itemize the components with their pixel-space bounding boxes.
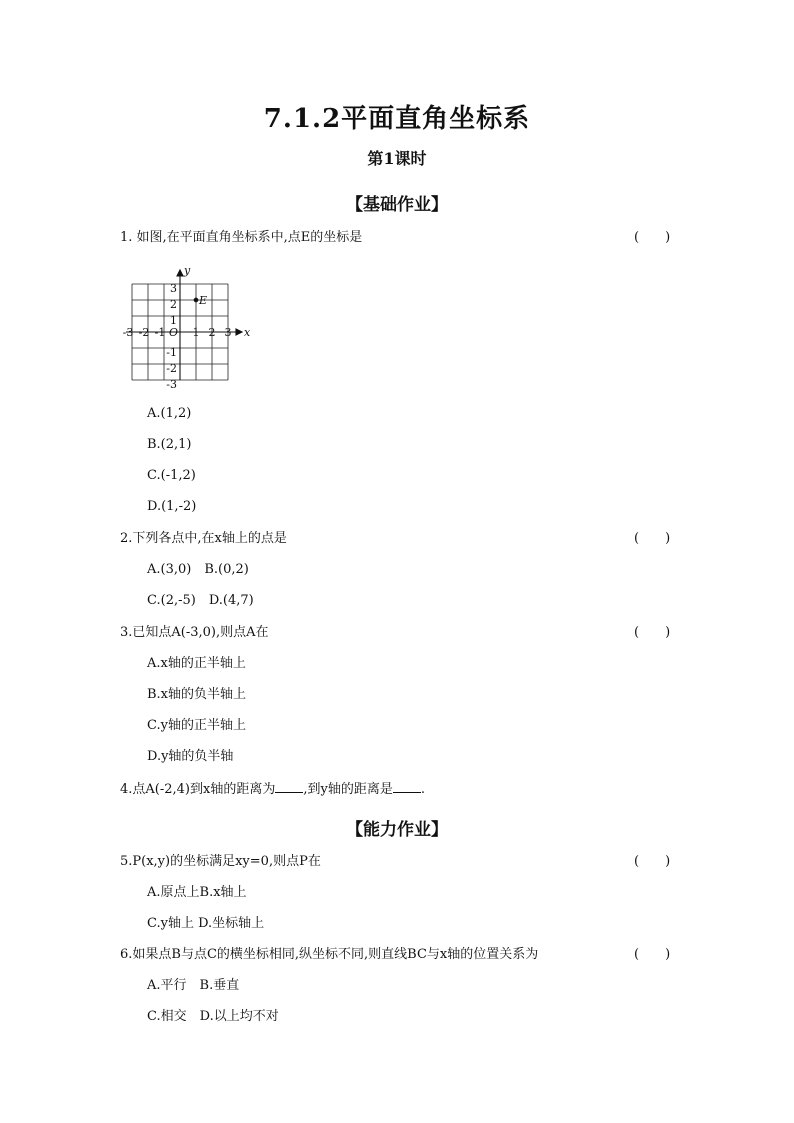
y-axis-arrow: [177, 270, 183, 276]
q4-text-part2: ,到y轴的距离是: [303, 782, 393, 797]
q4-text-part1: 4.点A(-2,4)到x轴的距离为: [120, 782, 276, 797]
q6-options-row1: A.平行 B.垂直: [147, 978, 240, 993]
q3-stem: 3.已知点A(-3,0),则点A在: [120, 625, 269, 640]
q3-option-a: A.x轴的正半轴上: [147, 656, 246, 671]
q4-stem: [120, 780, 425, 799]
q2-stem: 2.下列各点中,在x轴上的点是: [120, 531, 287, 546]
x-tick-label: -2: [138, 326, 150, 339]
q2-answer-paren: ( ): [634, 531, 671, 546]
x-axis-label: x: [244, 326, 251, 339]
q5-options-row2: C.y轴上 D.坐标轴上: [147, 916, 265, 931]
y-tick-label: 2: [170, 298, 177, 311]
q1-option-a: A.(1,2): [147, 406, 192, 421]
q2-options-row1: A.(3,0) B.(0,2): [147, 562, 249, 577]
q3-option-d: D.y轴的负半轴: [147, 749, 234, 764]
q5-options-row1: A.原点上B.x轴上: [147, 885, 247, 900]
q6-stem: 6.如果点B与点C的横坐标相同,纵坐标不同,则直线BC与x轴的位置关系为: [120, 947, 539, 962]
q3-option-b: B.x轴的负半轴上: [147, 687, 247, 702]
point-e-label: E: [199, 294, 208, 307]
q1-option-b: B.(2,1): [147, 437, 192, 452]
y-tick-label: -1: [166, 346, 177, 359]
q4-blank-2[interactable]: [393, 780, 421, 793]
x-tick-label: -3: [122, 326, 134, 339]
q3-answer-paren: ( ): [634, 625, 671, 640]
x-axis-arrow: [236, 329, 242, 335]
section-basic-heading: 【基础作业】: [346, 195, 448, 215]
q1-coordinate-figure: [118, 262, 251, 391]
x-tick-label: 3: [224, 326, 232, 339]
section-ability-heading: 【能力作业】: [346, 820, 448, 840]
q2-options-row2: C.(2,-5) D.(4,7): [147, 593, 254, 608]
q4-blank-1[interactable]: [275, 780, 303, 793]
origin-label: O: [168, 326, 178, 339]
point-e-marker: [194, 298, 198, 302]
q5-answer-paren: ( ): [634, 854, 671, 869]
y-tick-label: -2: [166, 362, 177, 375]
q1-answer-paren: ( ): [634, 230, 671, 245]
x-tick-label: 1: [192, 326, 200, 339]
q1-option-d: D.(1,-2): [147, 499, 197, 514]
y-tick-label: 1: [170, 314, 177, 327]
q1-option-c: C.(-1,2): [147, 468, 196, 483]
x-tick-label: -1: [154, 326, 166, 339]
q4-text-part3: .: [420, 782, 425, 797]
q6-answer-paren: ( ): [634, 947, 671, 962]
y-axis-label: y: [184, 264, 191, 277]
x-tick-label: 2: [208, 326, 216, 339]
page-title: 7.1.2平面直角坐标系: [263, 104, 531, 134]
q6-options-row2: C.相交 D.以上均不对: [147, 1009, 279, 1024]
page-subtitle: 第1课时: [367, 149, 427, 168]
q3-option-c: C.y轴的正半轴上: [147, 718, 246, 733]
q5-stem: 5.P(x,y)的坐标满足xy=0,则点P在: [120, 854, 321, 869]
y-tick-label: 3: [170, 282, 177, 295]
y-tick-label: -3: [166, 378, 177, 391]
q1-stem: 1. 如图,在平面直角坐标系中,点E的坐标是: [120, 230, 363, 245]
